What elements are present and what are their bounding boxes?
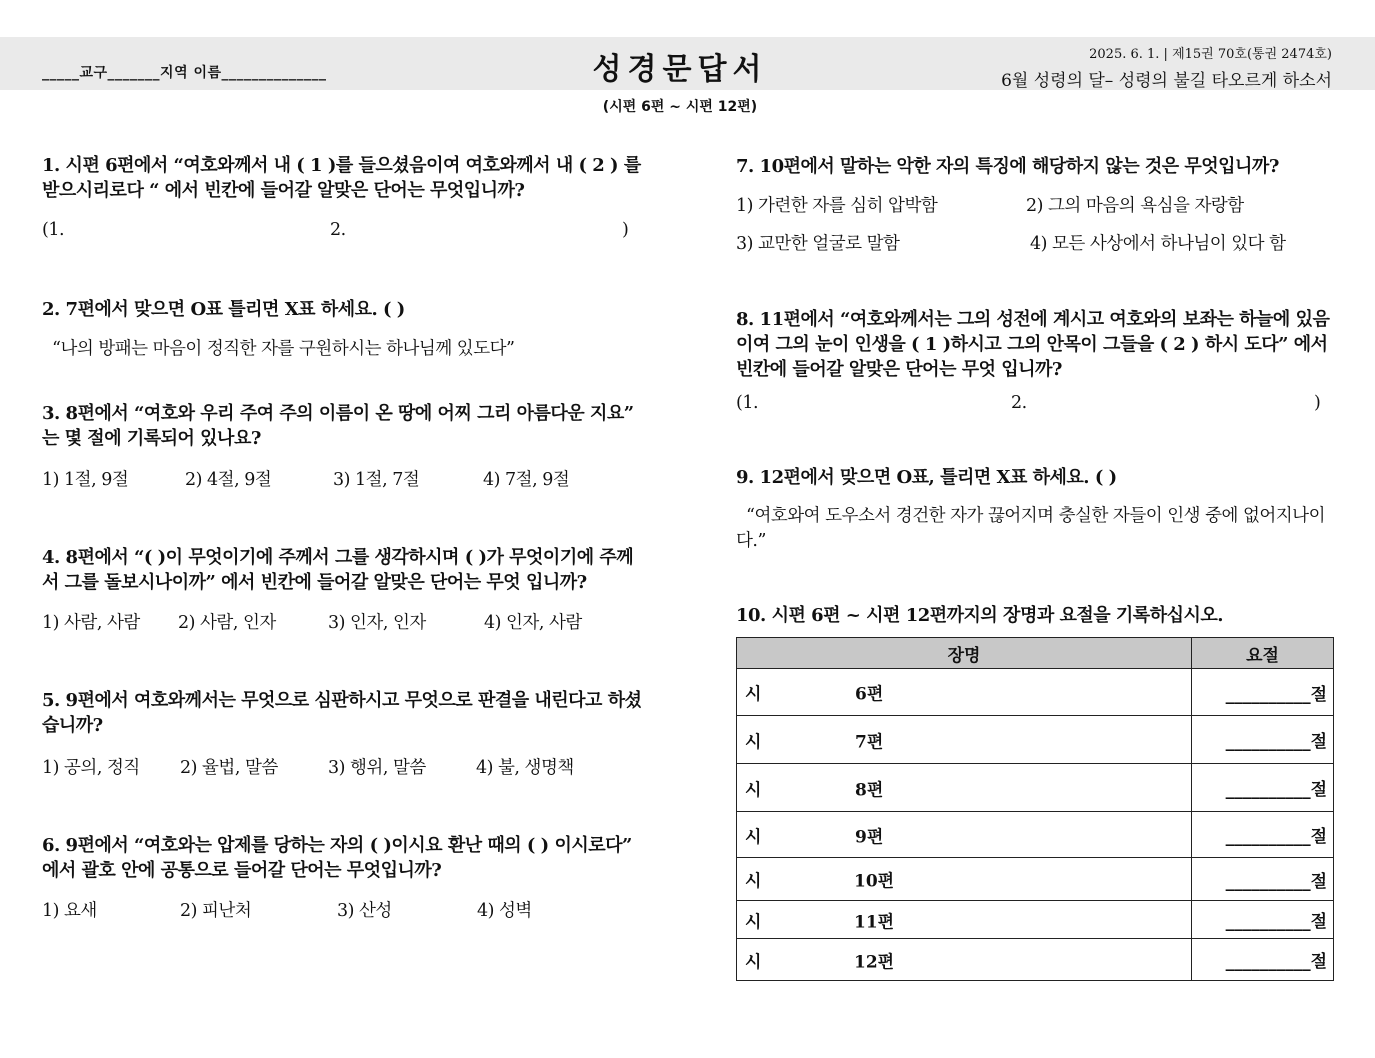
q6-option-1: 1) 요새 <box>42 901 97 921</box>
q1-answer-close: ) <box>622 220 629 240</box>
q7-option-4: 4) 모든 사상에서 하나님이 있다 함 <box>1030 234 1286 254</box>
chapter-cell <box>737 765 1191 811</box>
chapter-number: 10편 <box>854 871 895 892</box>
book-prefix: 시 <box>745 952 762 972</box>
book-prefix: 시 <box>745 684 762 705</box>
verse-blank[interactable]: __________절 <box>1192 669 1334 716</box>
q4-option-4: 4) 인자, 사람 <box>484 613 582 633</box>
q3-option-4: 4) 7절, 9절 <box>483 470 570 490</box>
issue-date: 2025. 6. 1. | 제15권 70호(통권 2474호) <box>1089 47 1332 62</box>
page-title: 성경문답서 <box>592 52 768 87</box>
question-10: 10. 시편 6편 ~ 시편 12편까지의 장명과 요절을 기록하십시오. <box>736 605 1224 626</box>
question-9: 9. 12편에서 맞으면 O표, 틀리면 X표 하세요. ( ) <box>736 467 1117 488</box>
verse-blank[interactable]: __________절 <box>1192 858 1334 901</box>
header-key-verse: 요절 <box>1192 638 1334 669</box>
q5-option-3: 3) 행위, 말씀 <box>328 758 426 778</box>
verse-blank[interactable]: __________절 <box>1192 939 1334 981</box>
table-row <box>737 669 1334 716</box>
q4-option-2: 2) 사람, 인자 <box>178 613 276 633</box>
q6-option-4: 4) 성벽 <box>477 901 532 921</box>
question-3: 3. 8편에서 “여호와 우리 주여 주의 이름이 온 땅에 어찌 그리 아름다운 지요” 는 몇 절에 기록되어 있나요? <box>42 403 634 449</box>
chapter-cell <box>737 859 1191 900</box>
chapter-number: 7편 <box>855 732 884 752</box>
book-prefix: 시 <box>745 732 762 752</box>
chapter-number: 8편 <box>855 780 884 800</box>
question-7: 7. 10편에서 말하는 악한 자의 특징에 해당하지 않는 것은 무엇입니까? <box>736 156 1279 177</box>
header-chapter-name: 장명 <box>737 638 1192 669</box>
chapter-verse-table <box>736 637 1334 981</box>
q4-option-1: 1) 사람, 사람 <box>42 613 140 633</box>
q9-quote: “여호와여 도우소서 경건한 자가 끊어지며 충실한 자들이 인생 중에 없어지나이다.” <box>736 506 1325 551</box>
question-4: 4. 8편에서 “( )이 무엇이기에 주께서 그를 생각하시며 ( )가 무엇이기에 주께서 그를 돌보시나이까” 에서 빈칸에 들어갈 알맞은 단어는 무엇 입니까? <box>42 547 634 593</box>
q3-option-1: 1) 1절, 9절 <box>42 470 129 490</box>
name-region-line: _____교구_______지역 이름______________ <box>42 65 327 81</box>
q6-option-2: 2) 피난처 <box>180 901 252 921</box>
q7-option-2: 2) 그의 마음의 욕심을 자랑함 <box>1026 196 1244 216</box>
chapter-number: 12편 <box>854 952 895 972</box>
table-header-row <box>737 638 1334 669</box>
q5-option-2: 2) 율법, 말씀 <box>180 758 278 778</box>
book-prefix: 시 <box>745 912 762 932</box>
table-row <box>737 716 1334 764</box>
q3-option-3: 3) 1절, 7절 <box>333 470 420 490</box>
q2-quote: “나의 방패는 마음이 정직한 자를 구원하시는 하나님께 있도다” <box>52 339 515 359</box>
book-prefix: 시 <box>745 871 762 892</box>
q1-answer-2: 2. <box>330 220 346 240</box>
verse-blank[interactable]: __________절 <box>1192 901 1334 939</box>
chapter-number: 9편 <box>855 827 884 847</box>
q5-option-1: 1) 공의, 정직 <box>42 758 140 778</box>
q8-answer-open: (1. <box>736 393 759 413</box>
q3-option-2: 2) 4절, 9절 <box>185 470 272 490</box>
q1-answer-open: (1. <box>42 220 65 240</box>
question-1: 1. 시편 6편에서 “여호와께서 내 ( 1 )를 들으셨음이여 여호와께서 내 ( 2 ) 를 받으시리로다 “ 에서 빈칸에 들어갈 알맞은 단어는 무엇입니까? <box>42 155 641 201</box>
question-6: 6. 9편에서 “여호와는 압제를 당하는 자의 ( )이시요 환난 때의 ( ) 이시로다” 에서 괄호 안에 공통으로 들어갈 단어는 무엇입니까? <box>42 835 632 881</box>
table-row <box>737 764 1334 812</box>
book-prefix: 시 <box>745 780 762 800</box>
book-prefix: 시 <box>745 827 762 847</box>
chapter-cell <box>737 670 1191 715</box>
chapter-cell <box>737 813 1191 857</box>
q6-option-3: 3) 산성 <box>337 901 392 921</box>
table-row <box>737 939 1334 981</box>
verse-blank[interactable]: __________절 <box>1192 812 1334 858</box>
q5-option-4: 4) 불, 생명책 <box>476 758 574 778</box>
table-row <box>737 858 1334 901</box>
table-row <box>737 812 1334 858</box>
chapter-cell <box>737 717 1191 763</box>
verse-blank[interactable]: __________절 <box>1192 716 1334 764</box>
q4-option-3: 3) 인자, 인자 <box>328 613 426 633</box>
chapter-cell <box>737 940 1191 980</box>
chapter-cell <box>737 902 1191 938</box>
table-row <box>737 901 1334 939</box>
q8-answer-close: ) <box>1314 393 1321 413</box>
verse-blank[interactable]: __________절 <box>1192 764 1334 812</box>
chapter-number: 11편 <box>854 912 895 932</box>
q7-option-1: 1) 가련한 자를 심히 압박함 <box>736 196 938 216</box>
chapter-number: 6편 <box>855 684 884 705</box>
page-subtitle: (시편 6편 ~ 시편 12편) <box>602 99 758 115</box>
q8-answer-2: 2. <box>1011 393 1027 413</box>
monthly-theme: 6월 성령의 달– 성령의 불길 타오르게 하소서 <box>1001 71 1332 91</box>
q7-option-3: 3) 교만한 얼굴로 말함 <box>736 234 900 254</box>
question-2: 2. 7편에서 맞으면 O표 틀리면 X표 하세요. ( ) <box>42 299 405 320</box>
question-5: 5. 9편에서 여호와께서는 무엇으로 심판하시고 무엇으로 판결을 내린다고 하셨습니까? <box>42 690 642 736</box>
question-8: 8. 11편에서 “여호와께서는 그의 성전에 계시고 여호와의 보좌는 하늘에 있음이여 그의 눈이 인생을 ( 1 )하시고 그의 안목이 그들을 ( 2 ) 하시 도다” 에서 빈칸에 들어갈 알맞은 단어는 무엇 입니까? <box>736 309 1330 380</box>
